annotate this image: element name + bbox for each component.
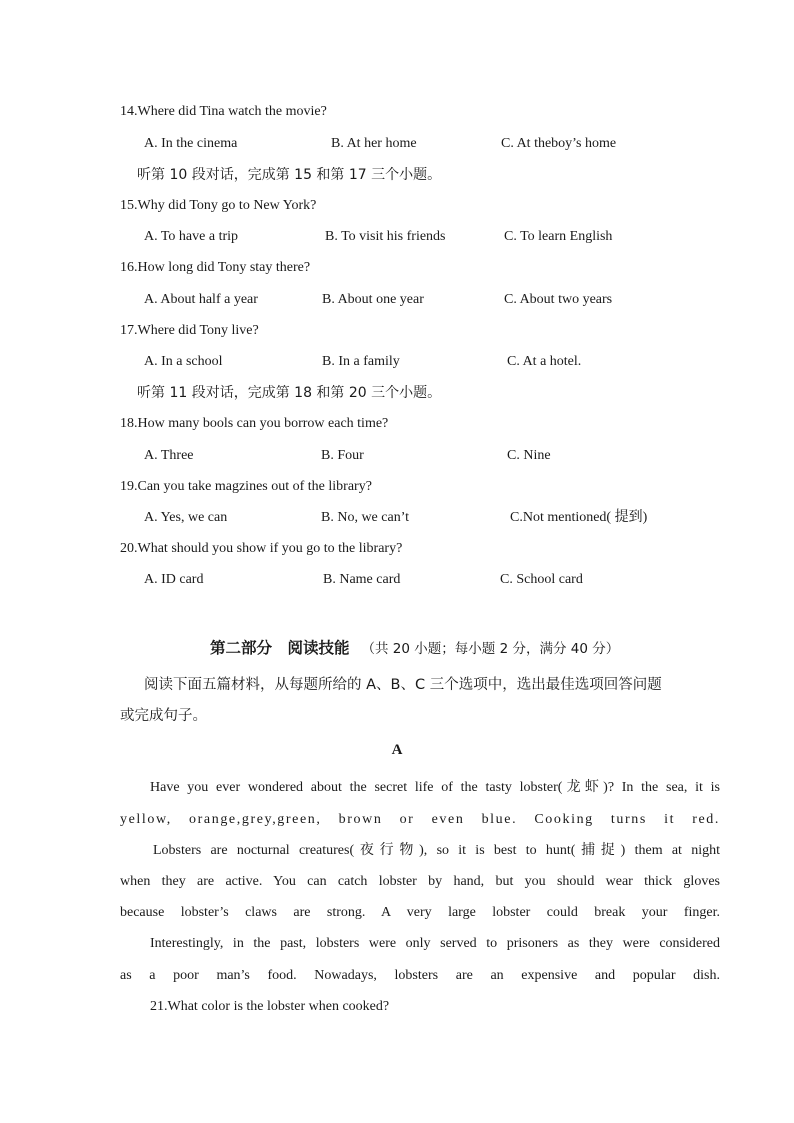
question-18-stem: 18.How many bools can you borrow each time?: [120, 416, 389, 431]
question-15-option-a: A. To have a trip: [144, 229, 239, 244]
question-19-option-b: B. No, we can’t: [321, 510, 409, 525]
section-2-instruction-line-1: 阅读下面五篇材料，从每题所给的 A、B、C 三个选项中，选出最佳选项回答问题: [144, 677, 662, 693]
question-14-option-b: B. At her home: [331, 136, 417, 151]
dialog-11-instruction: 听第 11 段对话，完成第 18 和第 20 三个小题。: [137, 385, 442, 401]
question-15-stem: 15.Why did Tony go to New York?: [120, 198, 317, 213]
passage-a-line-5: because lobster’s claws are strong. A very large lobster could break your finger.: [120, 905, 720, 920]
question-16-option-a: A. About half a year: [144, 292, 258, 307]
question-19-option-a: A. Yes, we can: [144, 510, 228, 525]
question-19-option-c: C.Not mentioned( 提到): [510, 510, 648, 525]
passage-a-line-7: as a poor man’s food. Nowadays, lobsters are an expensive and popular dish.: [120, 968, 720, 983]
question-19-stem: 19.Can you take magzines out of the library?: [120, 479, 372, 494]
question-20-option-c: C. School card: [500, 572, 583, 587]
passage-a-line-3: Lobsters are nocturnal creatures(夜行物), so it is best to hunt(捕捉) them at night: [153, 843, 720, 858]
question-21-stem: 21.What color is the lobster when cooked?: [150, 999, 390, 1014]
passage-a-line-4: when they are active. You can catch lobster by hand, but you should wear thick gloves: [120, 874, 720, 889]
question-20-stem: 20.What should you show if you go to the library?: [120, 541, 403, 556]
passage-a-line-2: yellow, orange,grey,green, brown or even blue. Cooking turns it red.: [120, 812, 720, 827]
question-16-option-c: C. About two years: [504, 292, 613, 307]
question-16-stem: 16.How long did Tony stay there?: [120, 260, 311, 275]
question-20-option-a: A. ID card: [144, 572, 204, 587]
question-17-option-a: A. In a school: [144, 354, 223, 369]
passage-a-line-1: Have you ever wondered about the secret life of the tasty lobster(龙虾)? In the sea, it is: [150, 780, 720, 795]
dialog-10-instruction: 听第 10 段对话，完成第 15 和第 17 三个小题。: [137, 167, 442, 183]
question-14-stem: 14.Where did Tina watch the movie?: [120, 104, 327, 119]
question-14-option-c: C. At theboy’s home: [501, 136, 617, 151]
question-20-option-b: B. Name card: [323, 572, 401, 587]
question-17-option-b: B. In a family: [322, 354, 400, 369]
question-17-stem: 17.Where did Tony live?: [120, 323, 259, 338]
question-18-option-c: C. Nine: [507, 448, 551, 463]
question-14-option-a: A. In the cinema: [144, 136, 238, 151]
question-15-option-c: C. To learn English: [504, 229, 613, 244]
question-17-option-c: C. At a hotel.: [507, 354, 582, 369]
section-2-scoring-note: （共 20 小题；每小题 2 分，满分 40 分）: [361, 641, 620, 657]
passage-a-line-6: Interestingly, in the past, lobsters were only served to prisoners as they were considered: [150, 936, 720, 951]
question-18-option-b: B. Four: [321, 448, 364, 463]
question-16-option-b: B. About one year: [322, 292, 424, 307]
passage-a-heading: A: [391, 742, 403, 758]
question-15-option-b: B. To visit his friends: [325, 229, 446, 244]
section-2-instruction-line-2: 或完成句子。: [120, 708, 207, 724]
question-18-option-a: A. Three: [144, 448, 194, 463]
section-2-title: 第二部分 阅读技能: [210, 639, 350, 657]
section-2-heading: [210, 638, 619, 660]
